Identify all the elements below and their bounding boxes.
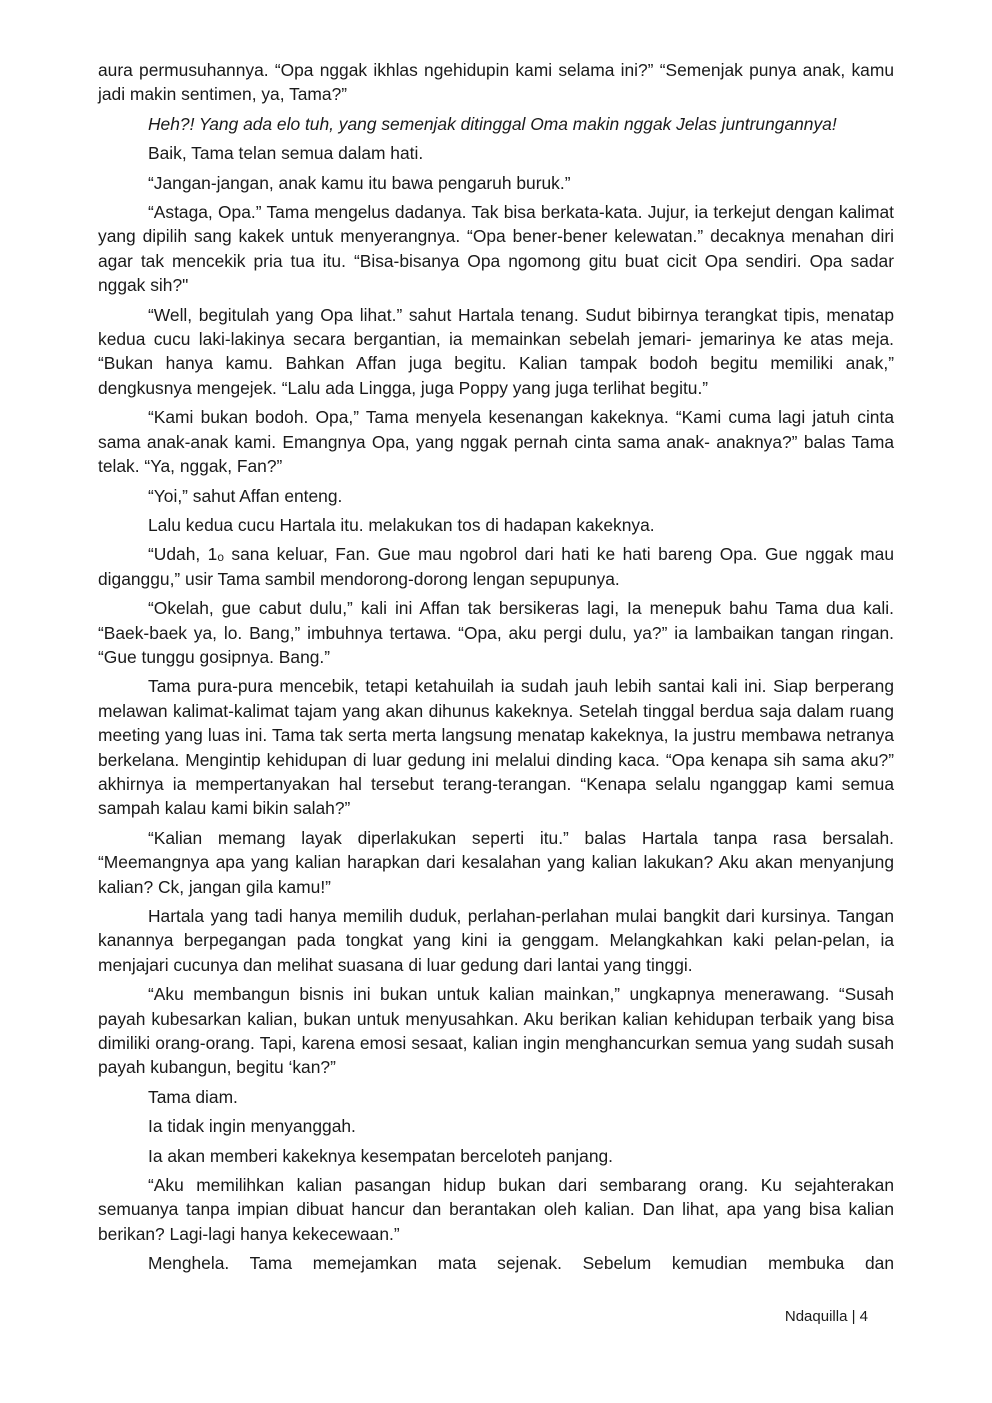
paragraph: Lalu kedua cucu Hartala itu. melakukan tos di hadapan kakeknya.	[148, 514, 655, 535]
paragraph: Ia akan memberi kakeknya kesempatan berceloteh panjang.	[148, 1145, 613, 1166]
paragraph-continued: Menghela. Tama memejamkan mata sejenak. Sebelum kemudian membuka dan	[148, 1253, 894, 1274]
paragraph: aura permusuhannya. “Opa nggak ikhlas ngehidupin kami selama ini?” “Semenjak punya anak, kamu jadi makin sentimen, ya, Tama?”	[98, 60, 894, 105]
paragraph: “Yoi,” sahut Affan enteng.	[148, 485, 343, 506]
paragraph: “Aku memilihkan kalian pasangan hidup bukan dari sembarang orang. Ku sejahterakan semuanya tanpa impian dibuat hancur dan berantakan oleh kalian. Dan lihat, apa yang bisa kalian berikan? Lagi-lagi hanya kekecewaan.”	[98, 1175, 894, 1244]
paragraph: “Kami bukan bodoh. Opa,” Tama menyela kesenangan kakeknya. “Kami cuma lagi jatuh cinta sama anak-anak kami. Emangnya Opa, yang nggak pernah cinta sama anak- anaknya?” balas Tama telak. “Ya, nggak, Fan?”	[98, 407, 894, 477]
paragraph: “Astaga, Opa.” Tama mengelus dadanya. Tak bisa berkata-kata. Jujur, ia terkejut dengan kalimat yang dipilih sang kakek untuk menyerangnya. “Opa bener-bener kelewatan.” decaknya menahan diri agar tak mencekik pria tua itu. “Bisa-bisanya Opa ngomong gitu buat cicit Opa sendiri. Opa sadar nggak sih?"	[98, 202, 894, 296]
page-footer: Ndaquilla | 4	[784, 1308, 868, 1325]
paragraph: “Kalian memang layak diperlakukan seperti itu.” balas Hartala tanpa rasa bersalah. “Meemangnya apa yang kalian harapkan dari kesalahan yang kalian lakukan? Aku akan menyanjung kalian? Ck, jangan gila kamu!”	[98, 827, 894, 897]
paragraph: “Udah, 1ₒ sana keluar, Fan. Gue mau ngobrol dari hati ke hati bareng Opa. Gue nggak mau diganggu,” usir Tama sambil mendorong-dorong lengan sepupunya.	[98, 544, 894, 589]
paragraph: “Aku membangun bisnis ini bukan untuk kalian mainkan,” ungkapnya menerawang. “Susah payah kubesarkan kalian, bukan untuk menyusahkan. Aku berikan kalian kehidupan terbaik yang bisa dimiliki orang-orang. Tapi, karena emosi sesaat, kalian ingin menghancurkan semua yang sudah susah payah kubangun, begitu ‘kan?”	[98, 984, 894, 1078]
paragraph: “Well, begitulah yang Opa lihat.” sahut Hartala tenang. Sudut bibirnya terangkat tipis, menatap kedua cucu laki-lakinya secara bergantian, ia memainkan sebelah jemari- jemarinya ke atas meja. “Bukan hanya kamu. Bahkan Affan juga begitu. Kalian tampak bodoh begitu memiliki anak,” dengkusnya mengejek. “Lalu ada Lingga, juga Poppy yang juga terlihat begitu.”	[98, 304, 894, 398]
paragraph: Tama diam.	[148, 1086, 238, 1107]
paragraph: “Okelah, gue cabut dulu,” kali ini Affan tak bersikeras lagi, Ia menepuk bahu Tama dua kali. “Baek-baek ya, lo. Bang,” imbuhnya tertawa. “Opa, aku pergi dulu, ya?” ia lambaikan tangan ringan. “Gue tunggu gosipnya. Bang.”	[98, 598, 894, 667]
paragraph-italic-thought: Heh?! Yang ada elo tuh, yang semenjak ditinggal Oma makin nggak Jelas juntrungannya!	[148, 113, 837, 134]
paragraph: “Jangan-jangan, anak kamu itu bawa pengaruh buruk.”	[148, 172, 571, 193]
document-page	[98, 58, 894, 1281]
paragraph: Ia tidak ingin menyanggah.	[148, 1116, 356, 1137]
paragraph: Tama pura-pura mencebik, tetapi ketahuilah ia sudah jauh lebih santai kali ini. Siap berperang melawan kalimat-kalimat tajam yang akan dihunus kakeknya. Setelah tinggal berdua saja dalam ruang meeting yang luas ini. Tama tak serta merta langsung menatap kakeknya, Ia justru membawa netranya berkelana. Mengintip kehidupan di luar gedung ini melalui dinding kaca. “Opa kenapa sih sama aku?” akhirnya ia mempertanyakan hal tersebut terang-terangan. “Kenapa selalu nganggap kami semua sampah kalau kami bikin salah?”	[98, 676, 894, 819]
paragraph: Baik, Tama telan semua dalam hati.	[148, 143, 424, 164]
paragraph: Hartala yang tadi hanya memilih duduk, perlahan-perlahan mulai bangkit dari kursinya. Tangan kanannya berpegangan pada tongkat yang kini ia genggam. Melangkahkan kaki pelan-pelan, ia menjajari cucunya dan melihat suasana di luar gedung dari lantai yang tinggi.	[98, 906, 894, 975]
